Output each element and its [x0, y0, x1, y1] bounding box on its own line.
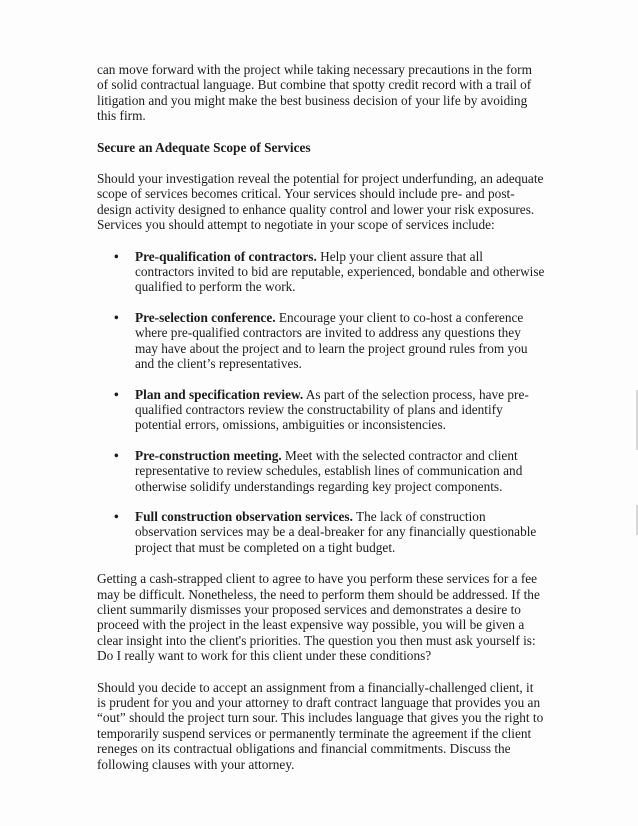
- list-item-term: Full construction observation services.: [135, 508, 353, 524]
- list-item: [97, 387, 545, 433]
- list-item: [97, 448, 545, 494]
- list-item: [97, 249, 545, 295]
- list-item: [97, 509, 545, 555]
- bullet-icon: •: [114, 508, 119, 524]
- services-list: [97, 249, 545, 556]
- bullet-icon: •: [114, 248, 119, 264]
- document-body: [97, 62, 545, 772]
- section-heading: Secure an Adequate Scope of Services: [97, 139, 311, 155]
- bullet-icon: •: [114, 309, 119, 325]
- list-item-text: The lack of construction observation services may be a deal-breaker for any financially questionable project that must be completed on a tight budget.: [135, 508, 537, 555]
- bullet-icon: •: [114, 447, 119, 463]
- contract-language-paragraph: Should you decide to accept an assignment from a financially-challenged client, it is prudent for you and your attorney to draft contract language that provides you an “out” should the project turn sour. This includes language that gives you the right to temporarily suspend services or permanently terminate the agreement if the client reneges on its contractual obligations and financial commitments. Discuss the following clauses with your attorney.: [97, 679, 544, 772]
- intro-paragraph: can move forward with the project while taking necessary precautions in the form of solid contractual language. But combine that spotty credit record with a trail of litigation and you might make the best business decision of your life by avoiding this firm.: [97, 62, 532, 124]
- scope-paragraph: Should your investigation reveal the potential for project underfunding, an adequate scope of services becomes critical. Your services should include pre- and post-design activity designed to enhance quality control and lower your risk exposures. Services you should attempt to negotiate in your scope of services include:: [97, 171, 544, 233]
- list-item-term: Pre-qualification of contractors.: [135, 248, 317, 264]
- list-item-term: Pre-construction meeting.: [135, 447, 282, 463]
- list-item-text: Meet with the selected contractor and client representative to review schedules, establish lines of communication and otherwise solidify understandings regarding key project components.: [135, 447, 523, 494]
- list-item: [97, 310, 545, 372]
- bullet-icon: •: [114, 386, 119, 402]
- list-item-term: Plan and specification review.: [135, 386, 304, 402]
- list-item-text: Encourage your client to co-host a conference where pre-qualified contractors are invited to address any questions they may have about the project and to learn the project ground rules from you and the client’s representatives.: [135, 309, 528, 372]
- list-item-text: As part of the selection process, have pre-qualified contractors review the constructability of plans and identify potential errors, omissions, ambiguities or inconsistencies.: [135, 386, 529, 433]
- list-item-term: Pre-selection conference.: [135, 309, 276, 325]
- services-fee-paragraph: Getting a cash-strapped client to agree to have you perform these services for a fee may be difficult. Nonetheless, the need to perform them should be addressed. If the client summarily dismisses your proposed services and demonstrates a desire to proceed with the project in the least expensive way possible, you will be given a clear insight into the client's priorities. The question you then must ask yourself is: Do I really want to work for this client under these conditions?: [97, 571, 540, 664]
- list-item-text: Help your client assure that all contractors invited to bid are reputable, experienced, bondable and otherwise qualified to perform the work.: [135, 248, 545, 295]
